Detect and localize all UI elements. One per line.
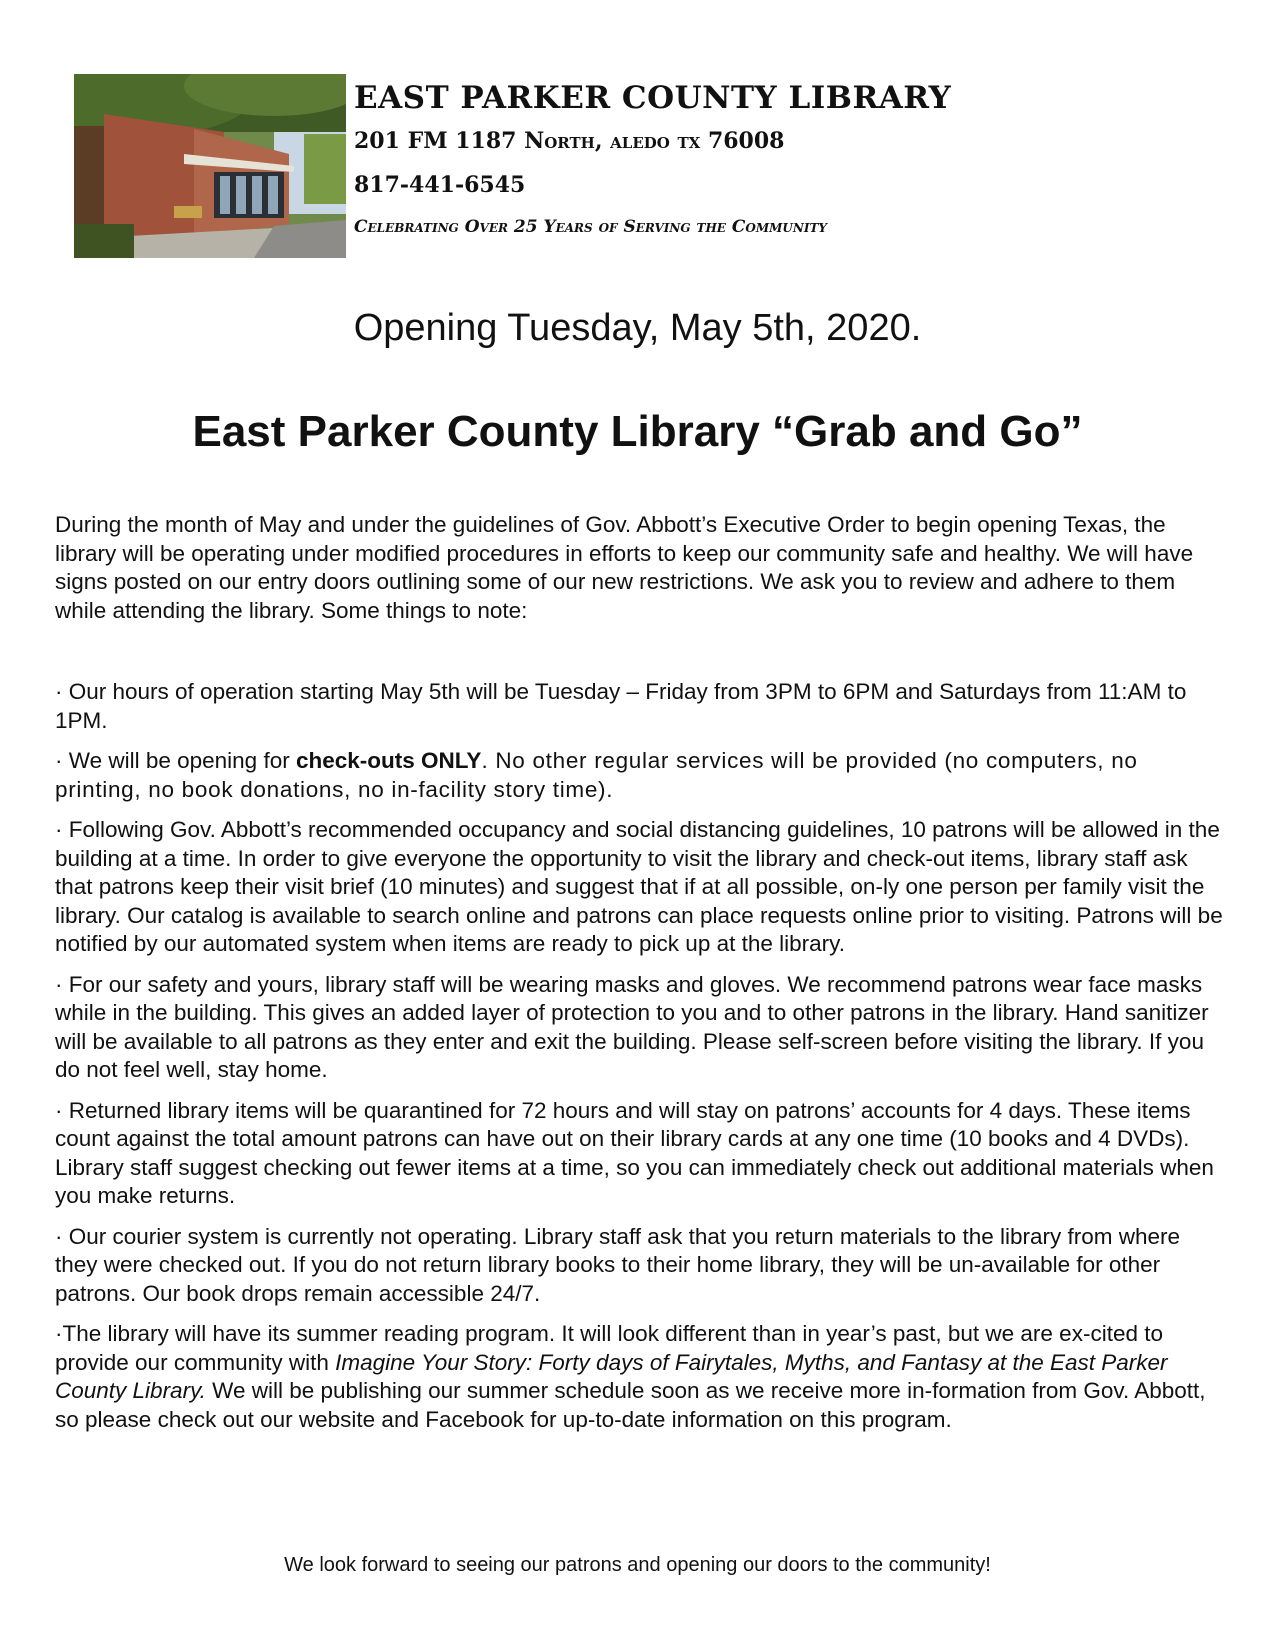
- note-checkouts-rest: . No other regular services will be provided (no computers, no printing, no book donations, no in-facility story time).: [55, 748, 1138, 802]
- note-hours: · Our hours of operation starting May 5th will be Tuesday – Friday from 3PM to 6PM and Saturdays from 11:AM to 1PM.: [55, 679, 1187, 733]
- note-checkouts-emphasis: check-outs ONLY: [295, 748, 482, 773]
- library-info: [354, 78, 951, 240]
- library-address: 201 FM 1187 North, aledo tx 76008: [354, 128, 785, 154]
- note-summer-program-title: Imagine Your Story: Forty days of Fairytales, Myths, and Fantasy at the East Parker County Library.: [55, 1349, 1168, 1403]
- intro-paragraph: During the month of May and under the guidelines of Gov. Abbott’s Executive Order to begin opening Texas, the library will be operating under modified procedures in efforts to keep our community safe and healthy. We will have signs posted on our entry doors outlining some of our new restrictions. We ask you to review and adhere to them while attending the library. Some things to note:: [55, 512, 1194, 623]
- note-safety: · For our safety and yours, library staff will be wearing masks and gloves. We recommend patrons wear face masks while in the building. This gives an added layer of protection to you and to other patrons in the library. Hand sanitizer will be available to all patrons as they enter and exit the building. Please self-screen before visiting the library. If you do not feel well, stay home.: [55, 971, 1209, 1082]
- note-summer-lead: ·The library will have its summer reading program. It will look different than in year’s past, but we are ex-cited to provide our community with: [55, 1321, 1163, 1375]
- note-occupancy: · Following Gov. Abbott’s recommended occupancy and social distancing guidelines, 10 patrons will be allowed in the building at a time. In order to give everyone the opportunity to visit the library and check-out items, library staff ask that patrons keep their visit brief (10 minutes) and suggest that if at all possible, on-ly one person per family visit the library. Our catalog is available to search online and patrons can place requests online prior to visiting. Patrons will be notified by our automated system when items are ready to pick up at the library.: [55, 817, 1223, 956]
- library-phone: 817-441-6545: [354, 172, 526, 198]
- note-checkouts: [55, 747, 1225, 804]
- note-checkouts-lead: · We will be opening for: [55, 748, 296, 773]
- note-courier: · Our courier system is currently not operating. Library staff ask that you return materials to the library from where they were checked out. If you do not return library books to their home library, they will be un-available for other patrons. Our book drops remain accessible 24/7.: [55, 1223, 1181, 1306]
- opening-date-line: Opening Tuesday, May 5th, 2020.: [353, 307, 922, 349]
- notes-list: [55, 678, 1225, 1446]
- flyer-title: East Parker County Library “Grab and Go”: [192, 407, 1083, 456]
- note-returns: · Returned library items will be quarantined for 72 hours and will stay on patrons’ accounts for 4 days. These items count against the total amount patrons can have out on their library cards at any one time (10 books and 4 DVDs). Library staff suggest checking out fewer items at a time, so you can immediately check out additional materials when you make returns.: [55, 1097, 1214, 1208]
- note-summer-reading: [55, 1320, 1225, 1434]
- library-building-photo: [74, 74, 346, 258]
- note-summer-rest: We will be publishing our summer schedule soon as we receive more in-formation from Gov. Abbott, so please check out our website and Facebook for up-to-date information on this program.: [55, 1378, 1206, 1432]
- library-name: EAST PARKER COUNTY LIBRARY: [354, 80, 952, 116]
- closing-line: We look forward to seeing our patrons and opening our doors to the community!: [284, 1554, 991, 1576]
- library-tagline: Celebrating Over 25 Years of Serving the Community: [354, 217, 827, 237]
